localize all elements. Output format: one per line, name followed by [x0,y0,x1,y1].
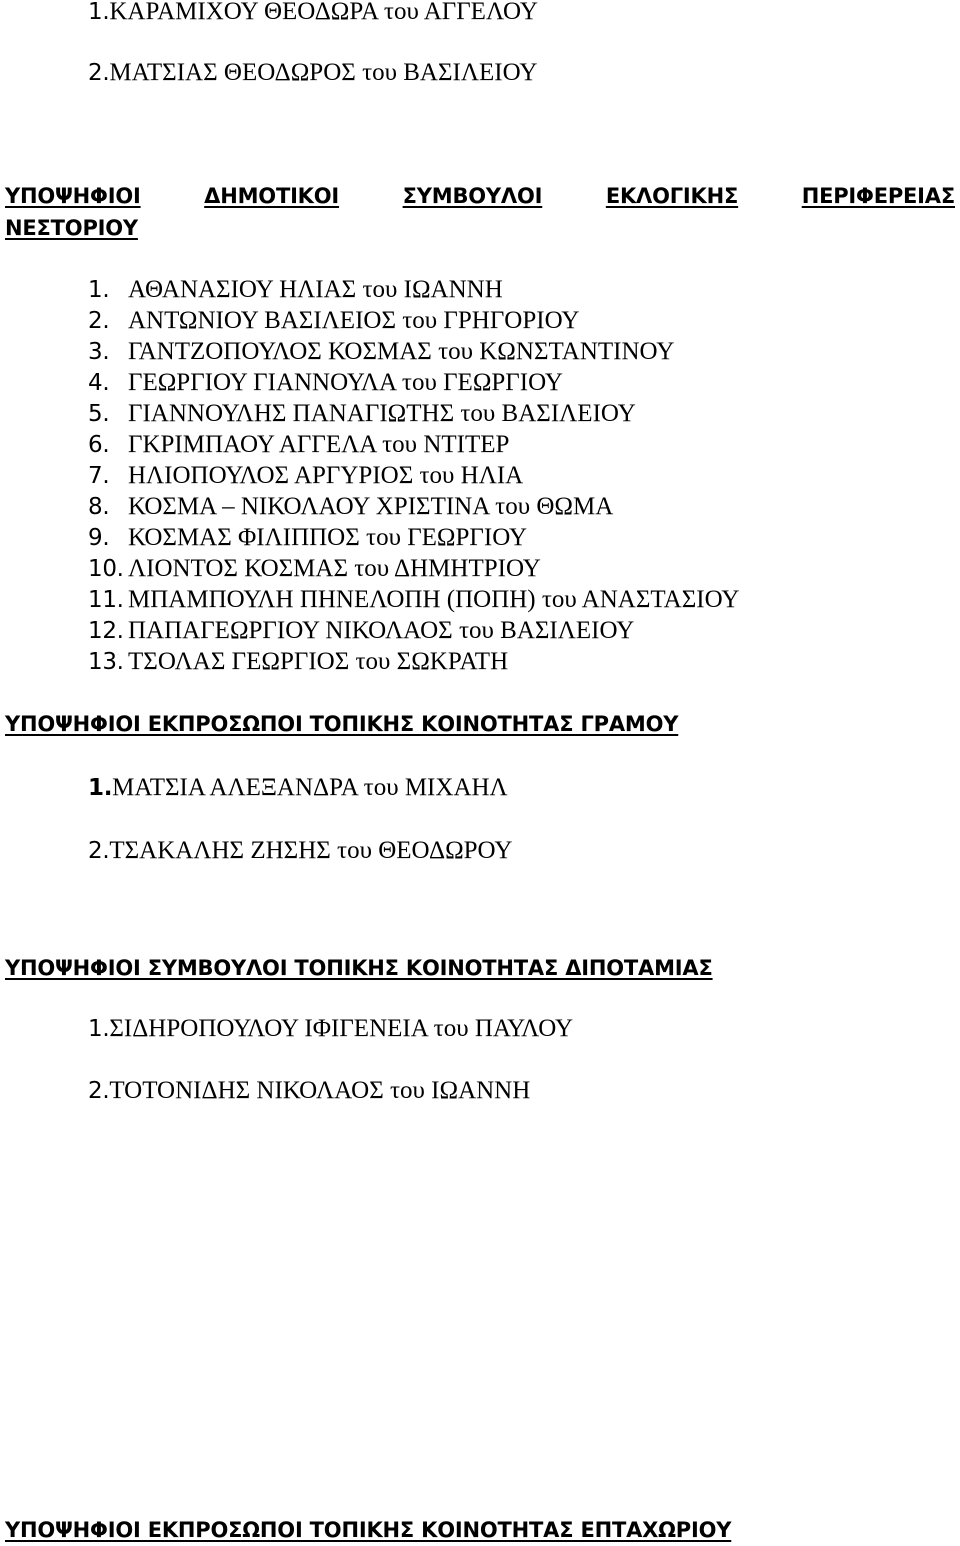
list-item [88,338,739,369]
item-name: ΜΑΤΣΙΑ ΑΛΕΞΑΝΔΡΑ του ΜΙΧΑΗΛ [112,774,508,801]
item-name: ΓΚΡΙΜΠΑΟΥ ΑΓΓΕΛΑ του ΝΤΙΤΕΡ [128,431,510,458]
item-number: 1. [88,1016,110,1042]
candidate-list-nestoriou [88,276,739,679]
list-item [88,586,739,617]
item-name: ΑΝΤΩΝΙΟΥ ΒΑΣΙΛΕΙΟΣ του ΓΡΗΓΟΡΙΟΥ [128,307,580,334]
item-number: 9. [88,525,110,551]
list-item [88,307,739,338]
section-heading-dipotamias: ΥΠΟΨΗΦΙΟΙ ΣΥΜΒΟΥΛΟΙ ΤΟΠΙΚΗΣ ΚΟΙΝΟΤΗΤΑΣ ΔΙΠΟΤΑΜΙΑΣ [5,956,713,980]
heading-word: ΠΕΡΙΦΕΡΕΙΑΣ [801,184,955,208]
item-number: 4. [88,370,110,396]
list-item [88,555,739,586]
item-number: 5. [88,401,110,427]
item-name: ΓΑΝΤΖΟΠΟΥΛΟΣ ΚΟΣΜΑΣ του ΚΩΝΣΤΑΝΤΙΝΟΥ [128,338,675,365]
item-number: 2. [88,1078,110,1104]
heading-row [5,212,955,244]
list-item [88,648,739,679]
top-candidate [88,59,537,87]
item-name: ΣΙΔΗΡΟΠΟΥΛΟΥ ΙΦΙΓΕΝΕΙΑ του ΠΑΥΛΟΥ [109,1015,574,1042]
item-name: ΜΠΑΜΠΟΥΛΗ ΠΗΝΕΛΟΠΗ (ΠΟΠΗ) του ΑΝΑΣΤΑΣΙΟΥ [128,586,740,613]
section-heading-gramou: ΥΠΟΨΗΦΙΟΙ ΕΚΠΡΟΣΩΠΟΙ ΤΟΠΙΚΗΣ ΚΟΙΝΟΤΗΤΑΣ ΓΡΑΜΟΥ [5,712,679,736]
item-number: 3. [88,339,110,365]
top-candidate [88,0,538,26]
item-number: 1. [88,277,110,303]
item-name: ΠΑΠΑΓΕΩΡΓΙΟΥ ΝΙΚΟΛΑΟΣ του ΒΑΣΙΛΕΙΟΥ [128,617,635,644]
list-item [88,837,512,865]
list-item [88,1077,530,1105]
item-name: ΑΘΑΝΑΣΙΟΥ ΗΛΙΑΣ του ΙΩΑΝΝΗ [128,276,503,303]
heading-word: ΕΚΛΟΓΙΚΗΣ [605,184,739,208]
heading-word: ΔΗΜΟΤΙΚΟΙ [204,184,340,208]
item-name: ΗΛΙΟΠΟΥΛΟΣ ΑΡΓΥΡΙΟΣ του ΗΛΙΑ [128,462,524,489]
item-number: 13. [88,649,124,675]
item-name: ΤΟΤΟΝΙΔΗΣ ΝΙΚΟΛΑΟΣ του ΙΩΑΝΝΗ [109,1077,531,1104]
item-name: ΤΣΑΚΑΛΗΣ ΖΗΣΗΣ του ΘΕΟΔΩΡΟΥ [109,837,513,864]
item-number: 6. [88,432,110,458]
section-heading-eptachoriou: ΥΠΟΨΗΦΙΟΙ ΕΚΠΡΟΣΩΠΟΙ ΤΟΠΙΚΗΣ ΚΟΙΝΟΤΗΤΑΣ ΕΠΤΑΧΩΡΙΟΥ [5,1518,732,1542]
candidate-name: ΚΑΡΑΜΙΧΟΥ ΘΕΟΔΩΡΑ του ΑΓΓΕΛΟΥ [109,0,538,25]
list-item [88,431,739,462]
list-item [88,774,508,802]
item-name: ΓΕΩΡΓΙΟΥ ΓΙΑΝΝΟΥΛΑ του ΓΕΩΡΓΙΟΥ [128,369,563,396]
item-number: 10. [88,556,124,582]
list-item [88,524,739,555]
item-name: ΚΟΣΜΑ – ΝΙΚΟΛΑΟΥ ΧΡΙΣΤΙΝΑ του ΘΩΜΑ [128,493,614,520]
heading-row [5,180,955,212]
list-item [88,400,739,431]
item-number: 2. [88,838,110,864]
section-heading-nestoriou [5,180,955,244]
heading-word: ΝΕΣΤΟΡΙΟΥ [5,216,138,240]
list-item [88,276,739,307]
candidate-number: 1. [88,0,110,25]
item-number: 1. [88,775,113,801]
list-item [88,369,739,400]
item-number: 8. [88,494,110,520]
item-number: 7. [88,463,110,489]
item-name: ΛΙΟΝΤΟΣ ΚΟΣΜΑΣ του ΔΗΜΗΤΡΙΟΥ [128,555,541,582]
item-name: ΚΟΣΜΑΣ ΦΙΛΙΠΠΟΣ του ΓΕΩΡΓΙΟΥ [128,524,528,551]
heading-word: ΣΥΜΒΟΥΛΟΙ [402,184,543,208]
item-number: 11. [88,587,124,613]
list-item [88,617,739,648]
list-item [88,1015,573,1043]
item-name: ΓΙΑΝΝΟΥΛΗΣ ΠΑΝΑΓΙΩΤΗΣ του ΒΑΣΙΛΕΙΟΥ [128,400,636,427]
heading-word: ΥΠΟΨΗΦΙΟΙ [5,184,141,208]
candidate-number: 2. [88,60,110,86]
item-name: ΤΣΟΛΑΣ ΓΕΩΡΓΙΟΣ του ΣΩΚΡΑΤΗ [128,648,509,675]
item-number: 12. [88,618,124,644]
list-item [88,462,739,493]
item-number: 2. [88,308,110,334]
list-item [88,493,739,524]
candidate-name: ΜΑΤΣΙΑΣ ΘΕΟΔΩΡΟΣ του ΒΑΣΙΛΕΙΟΥ [109,59,538,86]
